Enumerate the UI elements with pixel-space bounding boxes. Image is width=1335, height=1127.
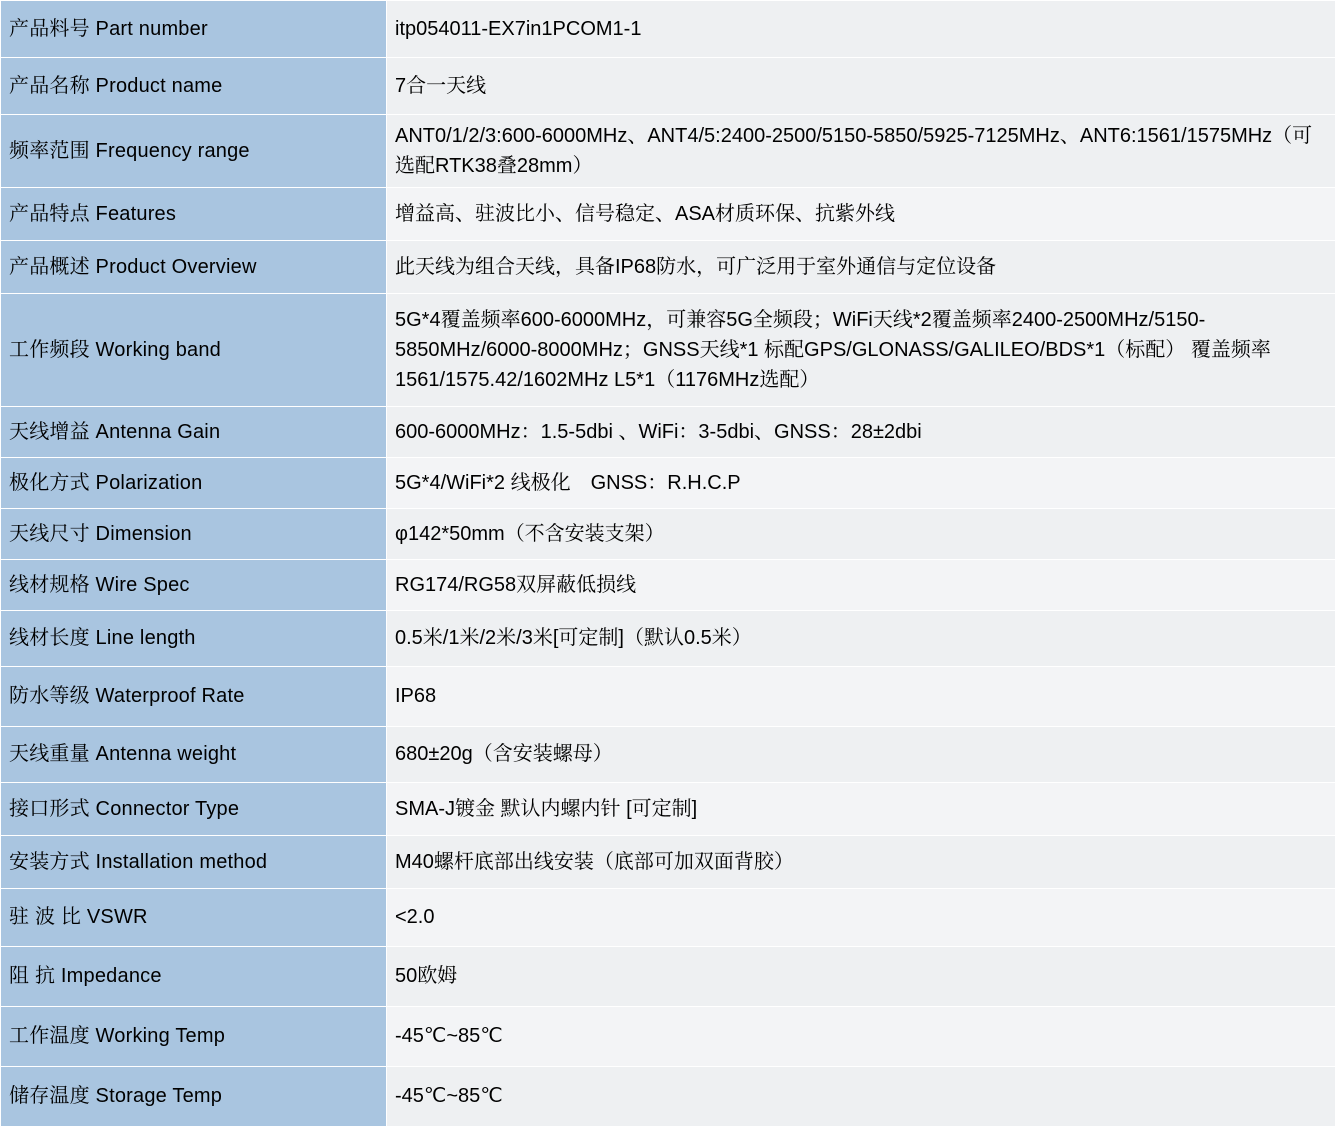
table-row xyxy=(1,407,1335,458)
spec-label: 频率范围 Frequency range xyxy=(1,115,387,188)
spec-value: ANT0/1/2/3:600-6000MHz、ANT4/5:2400-2500/5150-5850/5925-7125MHz、ANT6:1561/1575MHz（可选配RTK38叠28mm） xyxy=(387,115,1335,188)
spec-label: 极化方式 Polarization xyxy=(1,458,387,509)
table-row xyxy=(1,889,1335,947)
spec-label: 天线增益 Antenna Gain xyxy=(1,407,387,458)
spec-value: <2.0 xyxy=(387,889,1335,947)
spec-value: itp054011-EX7in1PCOM1-1 xyxy=(387,1,1335,58)
table-row xyxy=(1,611,1335,667)
spec-value: SMA-J镀金 默认内螺内针 [可定制] xyxy=(387,783,1335,836)
spec-label: 天线重量 Antenna weight xyxy=(1,727,387,783)
spec-label: 天线尺寸 Dimension xyxy=(1,509,387,560)
spec-value: 7合一天线 xyxy=(387,58,1335,115)
table-row xyxy=(1,294,1335,407)
spec-label: 线材规格 Wire Spec xyxy=(1,560,387,611)
table-row xyxy=(1,836,1335,889)
spec-value: 增益高、驻波比小、信号稳定、ASA材质环保、抗紫外线 xyxy=(387,188,1335,241)
table-row xyxy=(1,188,1335,241)
table-row xyxy=(1,115,1335,188)
spec-value: -45℃~85℃ xyxy=(387,1007,1335,1067)
spec-value: 5G*4覆盖频率600-6000MHz，可兼容5G全频段；WiFi天线*2覆盖频率2400-2500MHz/5150-5850MHz/6000-8000MHz；GNSS天线*1 标配GPS/GLONASS/GALILEO/BDS*1（标配） 覆盖频率1561/1575.42/1602MHz L5*1（1176MHz选配） xyxy=(387,294,1335,407)
spec-value: -45℃~85℃ xyxy=(387,1067,1335,1127)
spec-label: 线材长度 Line length xyxy=(1,611,387,667)
table-row xyxy=(1,727,1335,783)
spec-label: 储存温度 Storage Temp xyxy=(1,1067,387,1127)
spec-label: 驻 波 比 VSWR xyxy=(1,889,387,947)
table-row xyxy=(1,509,1335,560)
spec-label: 工作频段 Working band xyxy=(1,294,387,407)
table-row xyxy=(1,667,1335,727)
spec-value: 5G*4/WiFi*2 线极化 GNSS：R.H.C.P xyxy=(387,458,1335,509)
spec-label: 阻 抗 Impedance xyxy=(1,947,387,1007)
spec-value: IP68 xyxy=(387,667,1335,727)
spec-label: 产品料号 Part number xyxy=(1,1,387,58)
spec-value: φ142*50mm（不含安装支架） xyxy=(387,509,1335,560)
spec-value: 0.5米/1米/2米/3米[可定制]（默认0.5米） xyxy=(387,611,1335,667)
spec-value: M40螺杆底部出线安装（底部可加双面背胶） xyxy=(387,836,1335,889)
table-row xyxy=(1,458,1335,509)
spec-value: 600-6000MHz：1.5-5dbi 、WiFi：3-5dbi、GNSS：28±2dbi xyxy=(387,407,1335,458)
table-row xyxy=(1,1067,1335,1127)
spec-label: 工作温度 Working Temp xyxy=(1,1007,387,1067)
spec-label: 接口形式 Connector Type xyxy=(1,783,387,836)
table-row xyxy=(1,1007,1335,1067)
table-row xyxy=(1,58,1335,115)
table-row xyxy=(1,783,1335,836)
spec-label: 防水等级 Waterproof Rate xyxy=(1,667,387,727)
table-row xyxy=(1,241,1335,294)
spec-value: 680±20g（含安装螺母） xyxy=(387,727,1335,783)
spec-value: 此天线为组合天线，具备IP68防水，可广泛用于室外通信与定位设备 xyxy=(387,241,1335,294)
spec-label: 安装方式 Installation method xyxy=(1,836,387,889)
spec-label: 产品特点 Features xyxy=(1,188,387,241)
table-row xyxy=(1,1,1335,58)
spec-value: 50欧姆 xyxy=(387,947,1335,1007)
spec-value: RG174/RG58双屏蔽低损线 xyxy=(387,560,1335,611)
spec-label: 产品名称 Product name xyxy=(1,58,387,115)
spec-label: 产品概述 Product Overview xyxy=(1,241,387,294)
table-row xyxy=(1,560,1335,611)
spec-table-body xyxy=(1,1,1335,1127)
table-row xyxy=(1,947,1335,1007)
